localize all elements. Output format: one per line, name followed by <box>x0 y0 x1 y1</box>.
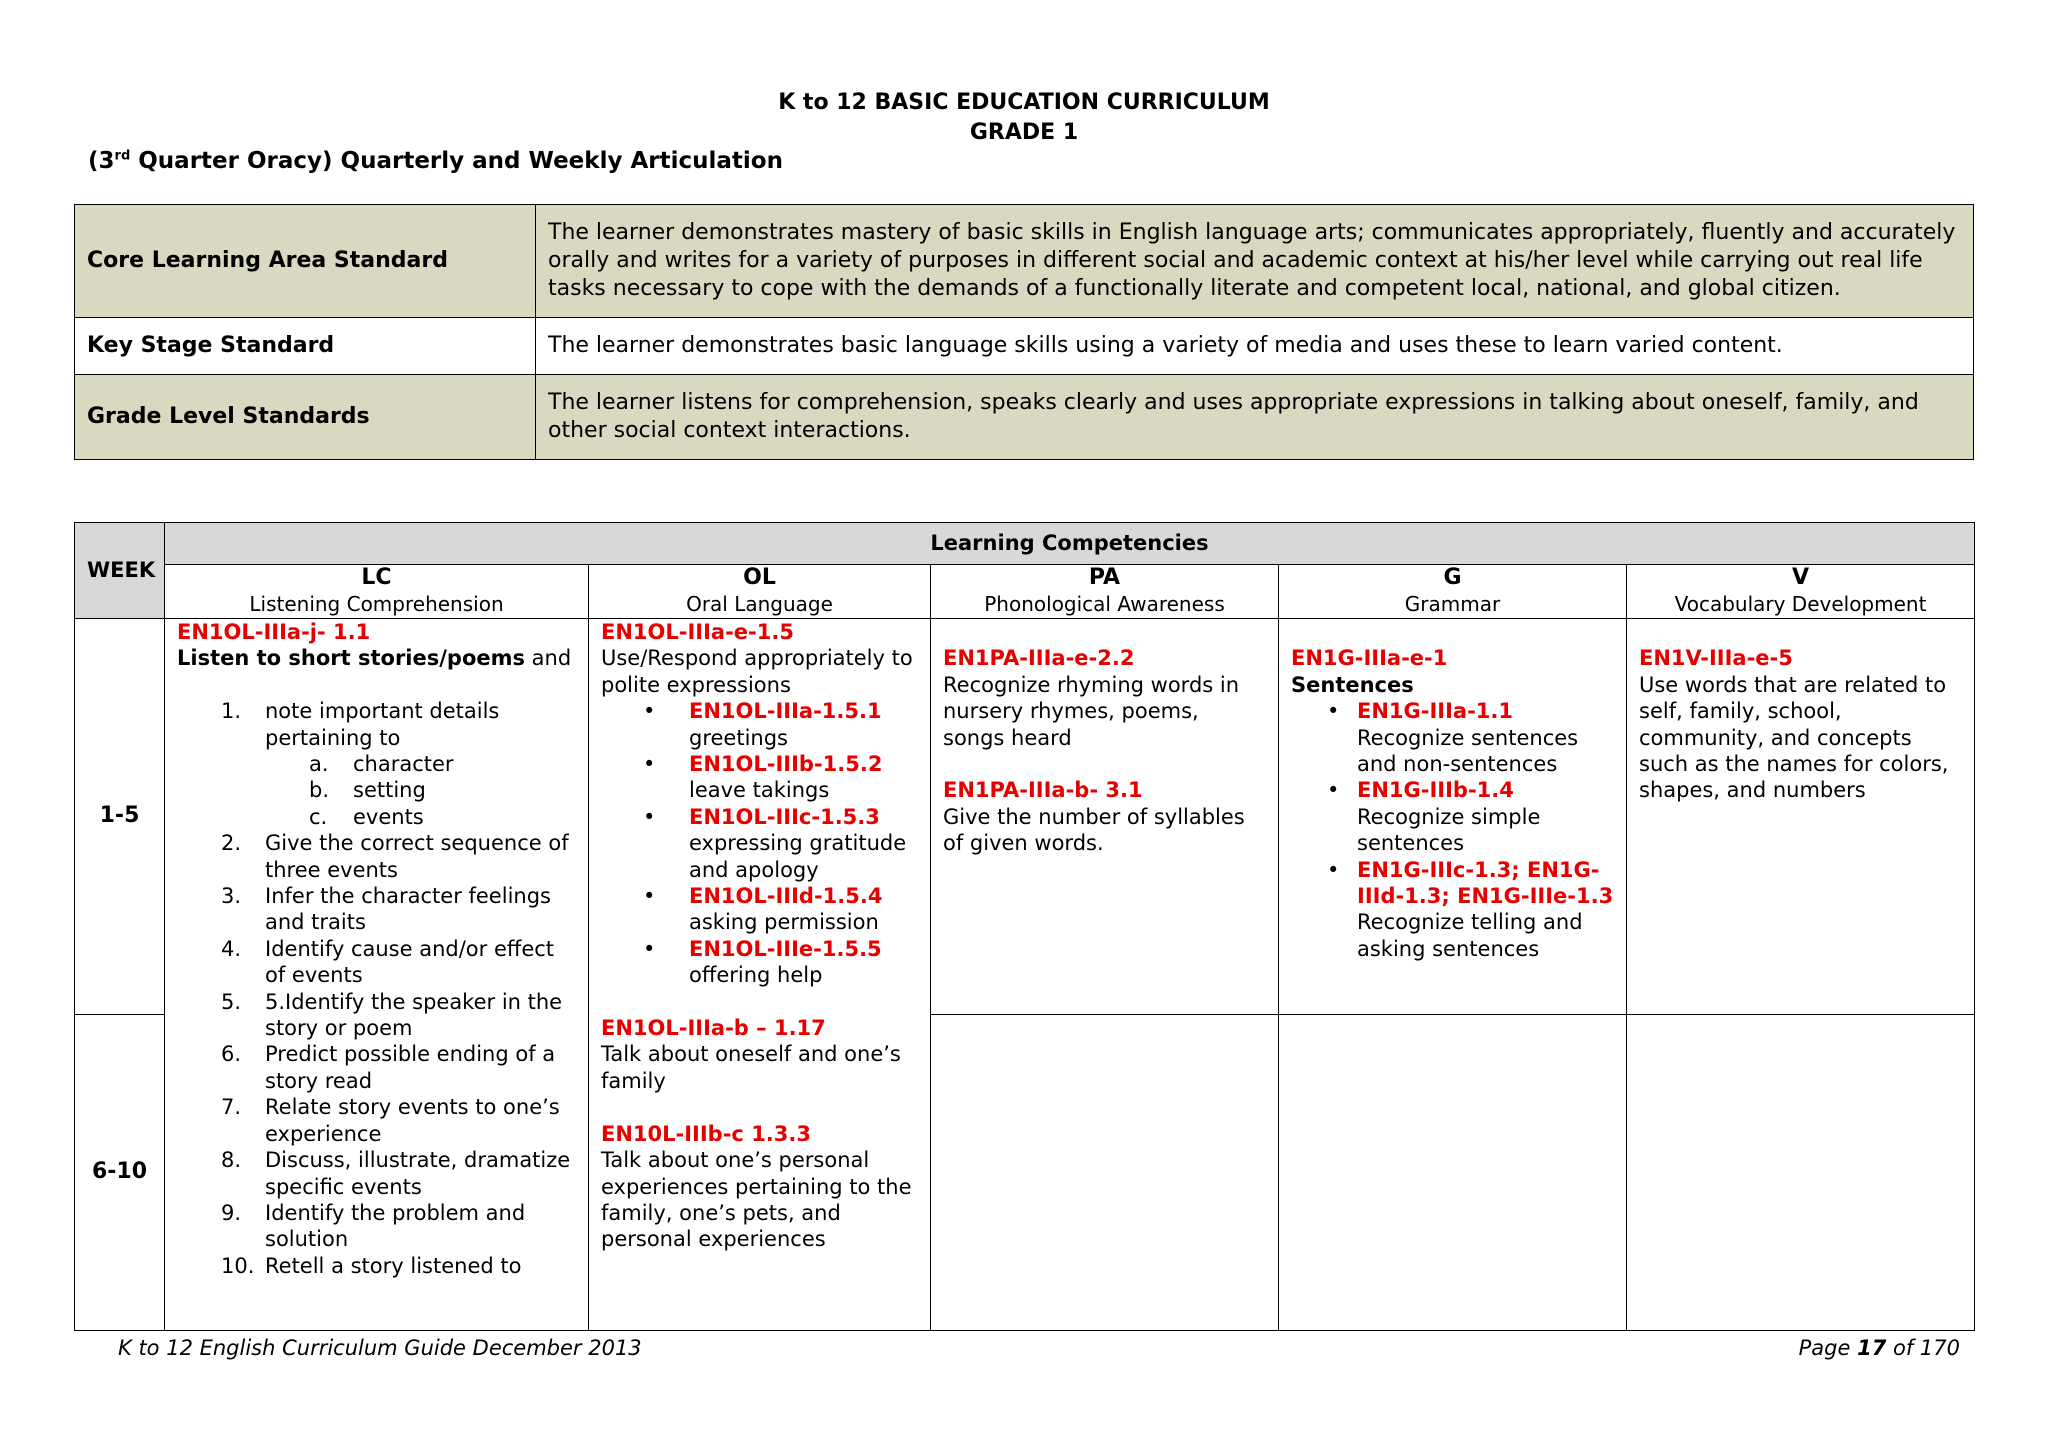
ol-lead: Use/Respond appropriately to polite expressions <box>601 646 913 697</box>
list-item: • EN1G-IIIb-1.4 Recognize simple sentences <box>1327 778 1541 856</box>
column-header-ol: OL Oral Language <box>589 565 931 619</box>
list-item: 10. Retell a story listened to <box>221 1253 522 1278</box>
competency-code: EN10L-IIIb-c 1.3.3 <box>601 1121 811 1146</box>
standard-label: Key Stage Standard <box>75 318 536 375</box>
pa-text: Give the number of syllables of given words. <box>943 804 1245 856</box>
g-cell-empty <box>1279 1015 1627 1331</box>
list-item: 2. Give the correct sequence of three events <box>221 831 569 882</box>
lc-cell <box>165 619 589 1331</box>
list-item: • EN1OL-IIIc-1.5.3 expressing gratitude and apology <box>643 804 907 882</box>
standard-text: The learner demonstrates mastery of basic skills in English language arts; communicates appropriately, fluently and accurately orally and writes for a variety of purposes in different social and academic context at his/her level while carrying out real life tasks necessary to cope with the demands of a functionally literate and competent local, national, and global citizen. <box>536 205 1974 318</box>
standard-row-key-stage <box>75 318 1974 375</box>
document-title: K to 12 BASIC EDUCATION CURRICULUM <box>778 90 1270 115</box>
competencies-header-row <box>75 523 1975 565</box>
column-header-v: V Vocabulary Development <box>1627 565 1975 619</box>
list-item: 4. Identify cause and/or effect of events <box>221 936 555 988</box>
list-item: • EN1OL-IIIb-1.5.2 leave takings <box>643 752 883 803</box>
list-item: • EN1OL-IIIa-1.5.1 greetings <box>643 699 882 750</box>
week-header: WEEK <box>75 523 165 619</box>
standard-row-grade-level <box>75 375 1974 460</box>
week-label: 6-10 <box>75 1015 165 1331</box>
competency-code: EN1PA-IIIa-b- 3.1 <box>943 778 1143 803</box>
list-item: 6. Predict possible ending of a story read <box>221 1042 556 1093</box>
list-item: • EN1G-IIIa-1.1 Recognize sentences and non-sentences <box>1327 699 1579 777</box>
standard-label: Grade Level Standards <box>75 375 536 460</box>
list-item: 9. Identify the problem and solution <box>221 1200 526 1252</box>
lc-lead: Listen to short stories/poems and <box>177 646 572 671</box>
list-item: 3. Infer the character feelings and traits <box>221 884 551 935</box>
learning-competencies-header: Learning Competencies <box>165 523 1975 565</box>
pa-text: Recognize rhyming words in nursery rhymes, poems, songs heard <box>943 672 1240 750</box>
column-header-row <box>75 565 1975 619</box>
column-header-g: G Grammar <box>1279 565 1627 619</box>
competencies-table <box>74 522 1975 1331</box>
list-item: 7. Relate story events to one’s experience <box>221 1095 560 1146</box>
competency-code: EN1OL-IIIa-b – 1.17 <box>601 1016 826 1041</box>
footer-guide-title: K to 12 English Curriculum Guide December 2013 <box>118 1336 642 1360</box>
column-header-pa: PA Phonological Awareness <box>931 565 1279 619</box>
g-list <box>1291 698 1614 962</box>
list-item: 5. 5.Identify the speaker in the story or poem <box>221 989 563 1041</box>
competency-code: EN1V-IIIa-e-5 <box>1639 646 1793 671</box>
list-item: b. setting <box>309 778 426 803</box>
standard-text: The learner demonstrates basic language skills using a variety of media and uses these to learn varied content. <box>536 318 1974 375</box>
sub-list <box>265 751 576 830</box>
list-item: 8. Discuss, illustrate, dramatize specific events <box>221 1148 571 1199</box>
week-row-1-5 <box>75 619 1975 1015</box>
v-cell <box>1627 619 1975 1015</box>
pa-cell <box>931 619 1279 1015</box>
v-text: Use words that are related to self, family, school, community, and concepts such as the names for colors, shapes, and numbers <box>1639 672 1949 803</box>
standard-text: The learner listens for comprehension, speaks clearly and uses appropriate expressions in talking about oneself, family, and other social context interactions. <box>536 375 1974 460</box>
standard-label: Core Learning Area Standard <box>75 205 536 318</box>
lc-list <box>177 698 576 1279</box>
grade-title: GRADE 1 <box>969 120 1079 145</box>
list-item: • EN1OL-IIId-1.5.4 asking permission <box>643 884 883 935</box>
list-item: a. character <box>309 752 454 777</box>
pa-cell-empty <box>931 1015 1279 1331</box>
quarter-subtitle: (3rd Quarter Oracy) Quarterly and Weekly Articulation <box>88 148 783 174</box>
g-lead: Sentences <box>1291 672 1414 697</box>
competency-code: EN1OL-IIIa-e-1.5 <box>601 620 794 644</box>
list-item: • EN1G-IIIc-1.3; EN1G-IIId-1.3; EN1G-IIIe-1.3 Recognize telling and asking sentences <box>1327 857 1614 961</box>
list-item: 1. note important details pertaining to a. character b. setting c. events <box>265 698 576 830</box>
standards-table <box>74 204 1974 460</box>
g-cell <box>1279 619 1627 1015</box>
ol-cell <box>589 619 931 1331</box>
week-label: 1-5 <box>75 619 165 1015</box>
standard-row-core <box>75 205 1974 318</box>
v-cell-empty <box>1627 1015 1975 1331</box>
ol-text: Talk about oneself and one’s family <box>601 1042 901 1093</box>
footer-page-number: Page 17 of 170 <box>1798 1336 1960 1360</box>
competency-code: EN1OL-IIIa-j- 1.1 <box>177 620 371 644</box>
competency-code: EN1G-IIIa-e-1 <box>1291 646 1448 671</box>
competency-code: EN1PA-IIIa-e-2.2 <box>943 646 1135 671</box>
column-header-lc: LC Listening Comprehension <box>165 565 589 619</box>
list-item: c. events <box>309 804 424 829</box>
ol-text: Talk about one’s personal experiences pertaining to the family, one’s pets, and personal experiences <box>601 1148 912 1252</box>
ol-list <box>601 698 918 988</box>
list-item: • EN1OL-IIIe-1.5.5 offering help <box>643 936 882 988</box>
